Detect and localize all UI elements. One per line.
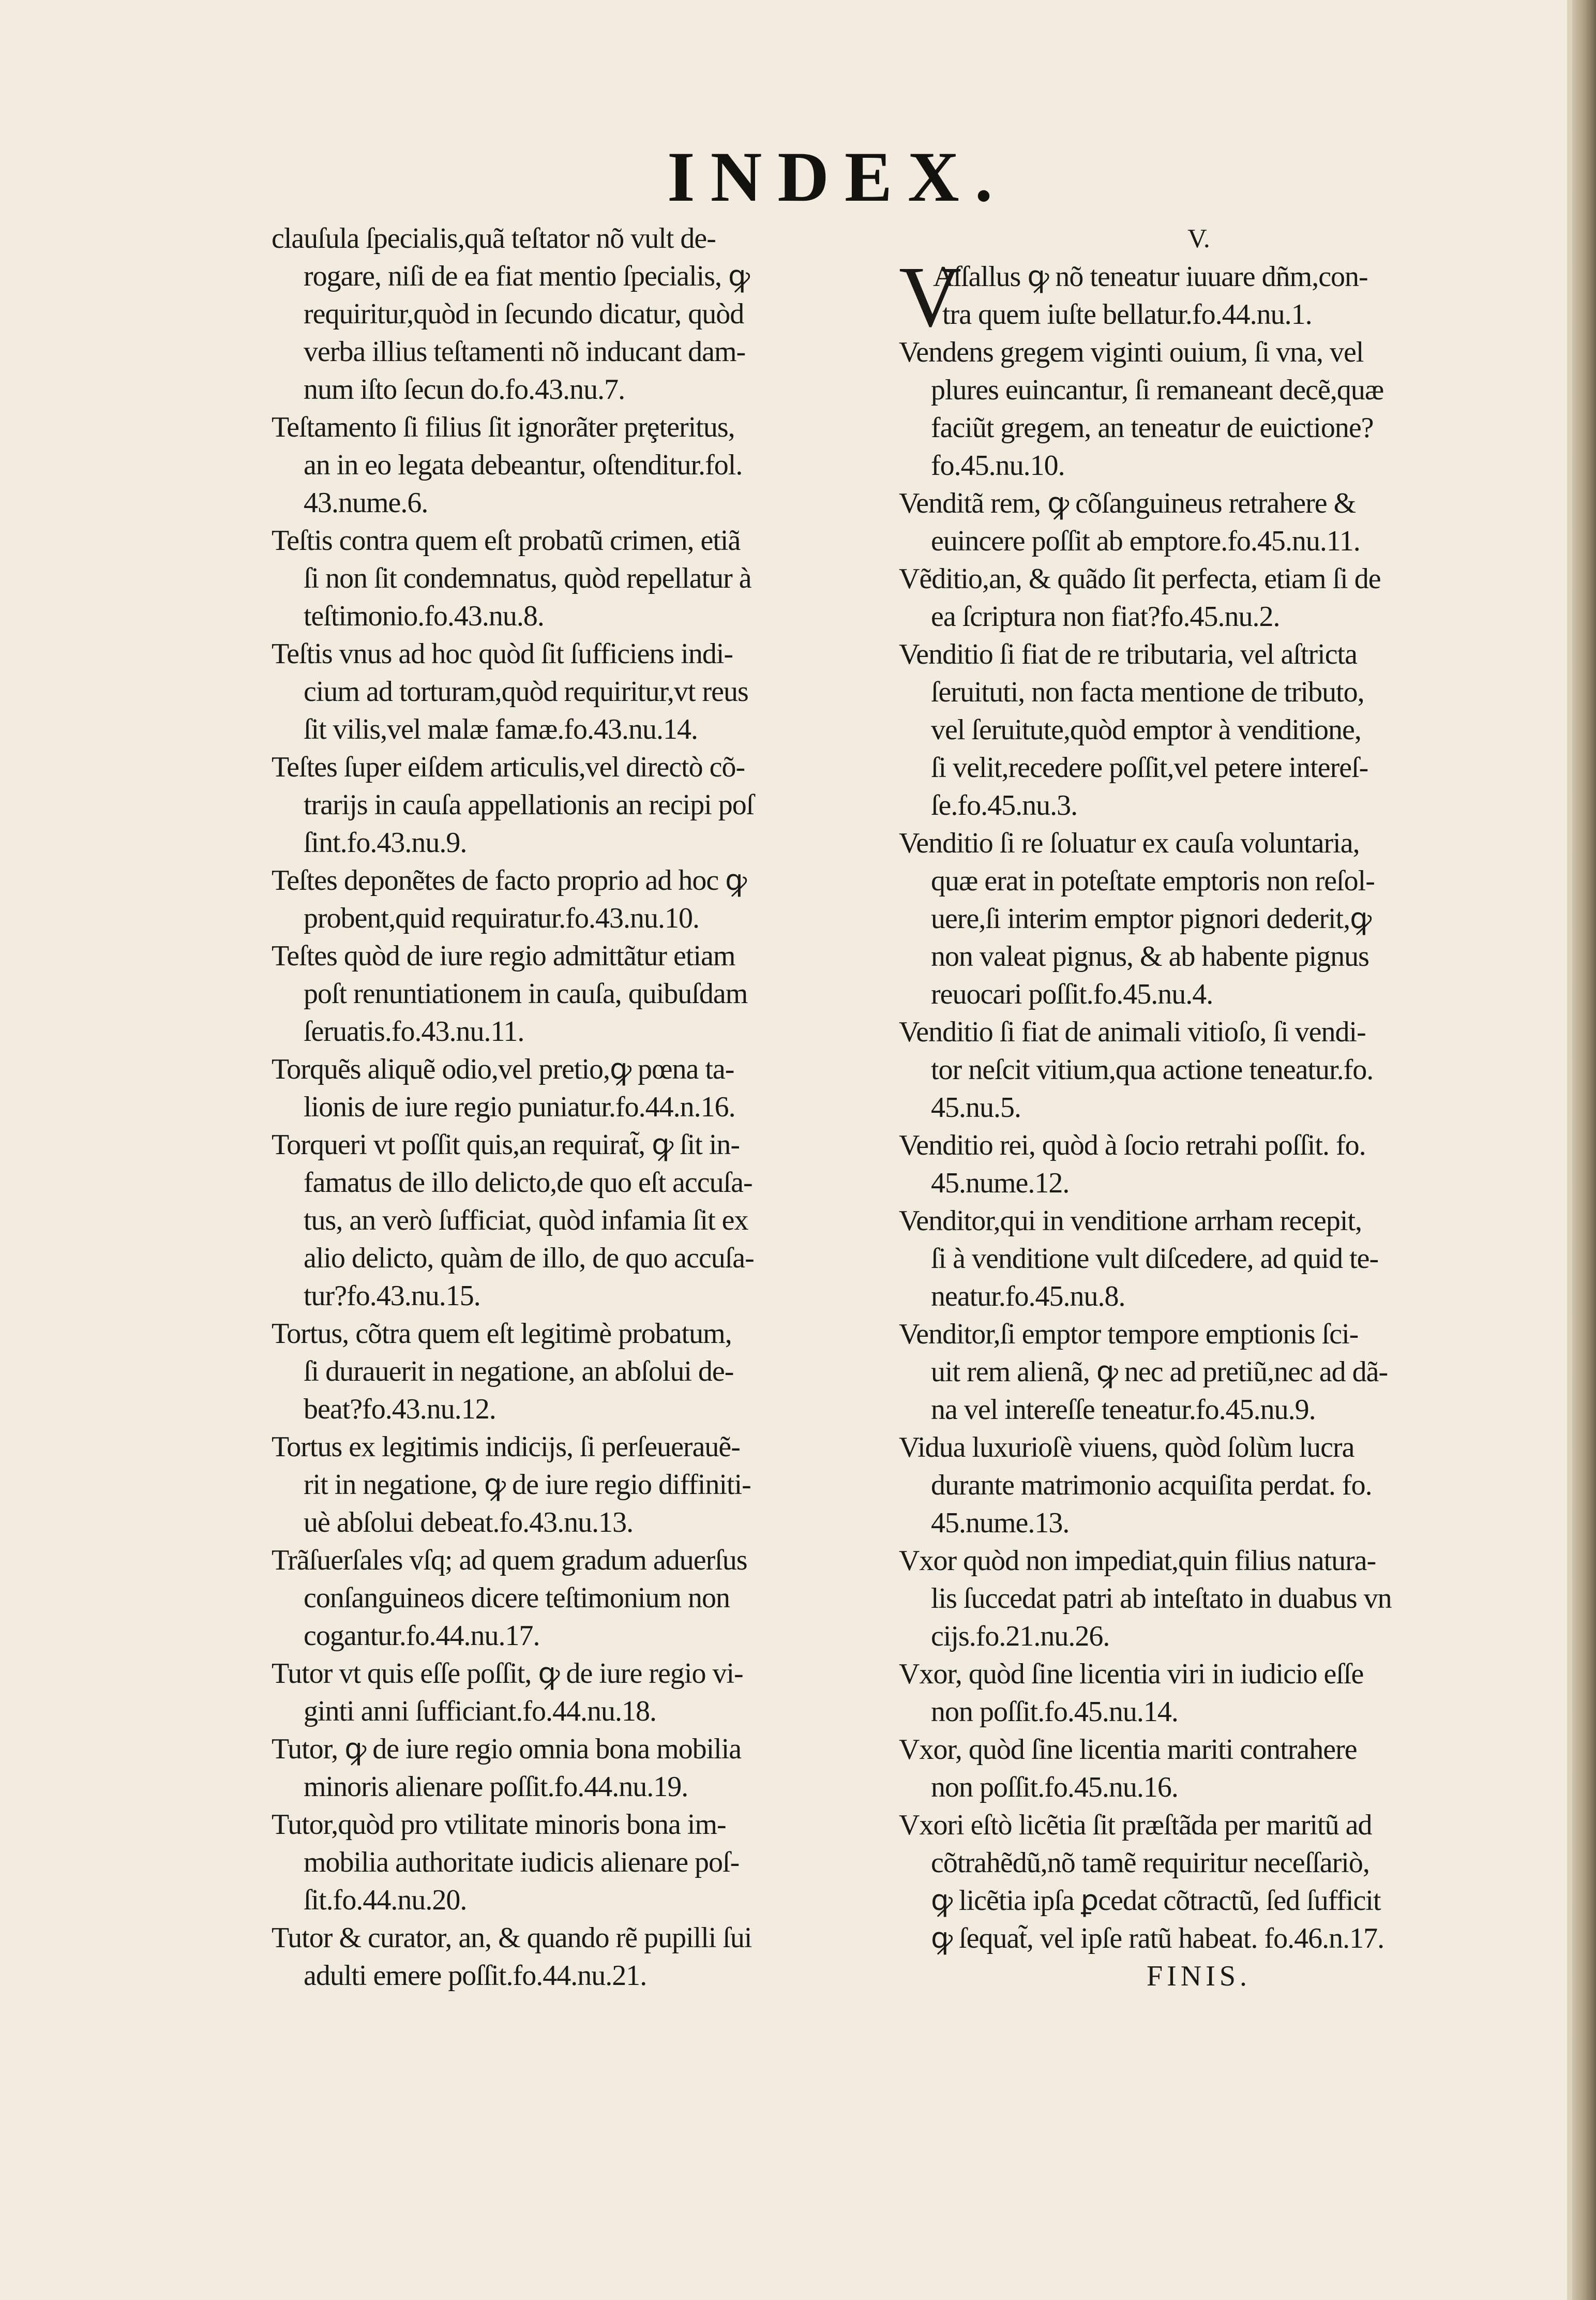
index-entry-line: Vxor, quòd ſine licentia mariti contrahere	[899, 1734, 1357, 1766]
index-entry-line: na vel intereſſe teneatur.fo.45.nu.9.	[931, 1394, 1316, 1426]
index-entry-line: Venditio ſi fiat de animali vitioſo, ſi vendi-	[899, 1016, 1366, 1048]
index-entry	[272, 1051, 861, 1126]
index-entry-line: alio delicto, quàm de illo, de quo accuſa-	[304, 1242, 754, 1274]
index-entry-line: poſt renuntiationem in cauſa, quibuſdam	[304, 978, 748, 1010]
index-entry-line: Venditio rei, quòd à ſocio retrahi poſſit. fo.	[899, 1129, 1366, 1161]
index-entry-line: Venditã rem, ꝙ cõſanguineus retrahere &	[899, 487, 1356, 519]
index-entry-line: Teſtis vnus ad hoc quòd ſit ſufficiens indi-	[272, 638, 733, 670]
page-edge	[1572, 0, 1596, 2300]
index-entry-line: quæ erat in poteſtate emptoris non reſol-	[931, 865, 1375, 897]
index-entry-line: cogantur.fo.44.nu.17.	[304, 1620, 540, 1652]
index-entry-line: Vẽditio,an, & quãdo ſit perfecta, etiam ſi de	[899, 563, 1381, 595]
right-index-column	[899, 220, 1499, 1995]
index-entry	[899, 560, 1499, 636]
index-entry-line: tus, an verò ſufficiat, quòd infamia ſit ex	[304, 1204, 748, 1236]
page-gutter-shadow	[1567, 0, 1572, 2300]
index-entry-line: non poſſit.fo.45.nu.16.	[931, 1771, 1178, 1803]
index-entry-line: reuocari poſſit.fo.45.nu.4.	[931, 978, 1213, 1010]
index-entry-line: trarijs in cauſa appellationis an recipi poſ	[304, 789, 754, 821]
index-entry-line: ſi velit,recedere poſſit,vel petere intereſ-	[931, 752, 1368, 784]
section-heading-v: V.	[1187, 224, 1210, 253]
index-entry-line: ginti anni ſufficiant.fo.44.nu.18.	[304, 1695, 656, 1727]
index-entry-line: num iſto ſecun do.fo.43.nu.7.	[304, 374, 625, 406]
index-entry-line: ſi à venditione vult diſcedere, ad quid te-	[931, 1243, 1379, 1275]
index-entry-line: non valeat pignus, & ab habente pignus	[931, 940, 1369, 973]
index-entry-line: Teſtes deponẽtes de facto proprio ad hoc ꝙ	[272, 864, 747, 897]
index-entry-line: Vxor quòd non impediat,quin filius natura-	[899, 1545, 1376, 1577]
index-entry-line: Teſtes ſuper eiſdem articulis,vel directò cõ-	[272, 751, 745, 783]
index-entry	[272, 1655, 861, 1730]
index-entry-line: adulti emere poſſit.fo.44.nu.21.	[304, 1960, 647, 1992]
index-entry-line: cõtrahẽdũ,nõ tamẽ requiritur neceſſariò,	[931, 1847, 1369, 1879]
index-entry-line: an in eo legata debeantur, oſtenditur.fol.	[304, 449, 743, 481]
index-entry	[899, 1806, 1499, 1958]
index-entry-line: Venditio ſi fiat de re tributaria, vel aſtricta	[899, 638, 1357, 670]
index-entry-line: clauſula ſpecialis,quã teſtator nõ vult de-	[272, 222, 716, 255]
index-entry-line: cijs.fo.21.nu.26.	[931, 1620, 1110, 1652]
index-entry	[899, 636, 1499, 825]
finis-mark: FINIS.	[1146, 1960, 1252, 1992]
index-entry-line: Aſſallus ꝙ nõ teneatur iuuare dñm,con-	[933, 261, 1368, 293]
index-entry-line: 45.nume.13.	[931, 1507, 1070, 1539]
drop-cap: V	[899, 249, 962, 345]
index-entry	[272, 409, 861, 522]
index-entry	[272, 635, 861, 749]
index-entry-line: faciũt gregem, an teneatur de euictione?	[931, 412, 1374, 444]
index-entry-line: Vidua luxurioſè viuens, quòd ſolùm lucra	[899, 1431, 1354, 1463]
index-entry-line: tur?fo.43.nu.15.	[304, 1280, 480, 1312]
right-entries	[899, 249, 1499, 1958]
index-entry-line: Torquẽs aliquẽ odio,vel pretio,ꝙ pœna ta-	[272, 1053, 734, 1085]
index-entry-line: lis ſuccedat patri ab inteſtato in duabus vn	[931, 1582, 1392, 1615]
index-entry-line: requiritur,quòd in ſecundo dicatur, quòd	[304, 298, 744, 330]
index-entry	[899, 1316, 1499, 1429]
index-entry-line: ꝙ licẽtia ipſa ꝑcedat cõtractũ, ſed ſufficit	[931, 1885, 1381, 1917]
index-entry-line: mobilia authoritate iudicis alienare poſ-	[304, 1846, 740, 1878]
index-entry	[899, 1013, 1499, 1127]
index-entry	[272, 862, 861, 937]
index-entry-line: Tutor,quòd pro vtilitate minoris bona im-	[272, 1809, 726, 1841]
index-entry	[272, 1806, 861, 1919]
index-entry-line: rit in negatione, ꝙ de iure regio diffiniti-	[304, 1469, 751, 1501]
index-entry-line: 43.nume.6.	[304, 487, 428, 519]
index-entry-line: uere,ſi interim emptor pignori dederit,ꝙ	[931, 903, 1372, 935]
index-entry	[899, 825, 1499, 1013]
index-entry-line: minoris alienare poſſit.fo.44.nu.19.	[304, 1771, 688, 1803]
index-entry-line: uè abſolui debeat.fo.43.nu.13.	[304, 1506, 634, 1539]
index-entry-line: ſit.fo.44.nu.20.	[304, 1884, 467, 1916]
index-entry	[272, 937, 861, 1051]
index-entry-line: fo.45.nu.10.	[931, 450, 1065, 482]
index-entry-line: Vendens gregem viginti ouium, ſi vna, vel	[899, 336, 1364, 368]
index-entry	[899, 485, 1499, 560]
index-entry	[899, 1429, 1499, 1542]
index-entry-line: Venditor,ſi emptor tempore emptionis ſci-	[899, 1318, 1359, 1350]
index-entry	[272, 749, 861, 862]
index-entry-line: ſeruatis.fo.43.nu.11.	[304, 1015, 524, 1048]
index-entry	[899, 334, 1499, 485]
index-entry-line: rogare, niſi de ea fiat mentio ſpecialis, ꝙ	[304, 260, 750, 292]
index-entry-line: 45.nume.12.	[931, 1167, 1070, 1199]
index-entry-line: tra quem iuſte bellatur.fo.44.nu.1.	[942, 298, 1312, 331]
index-entry-line: durante matrimonio acquiſita perdat. fo.	[931, 1469, 1372, 1501]
index-entry-line: ea ſcriptura non fiat?fo.45.nu.2.	[931, 601, 1280, 633]
index-entry	[899, 1655, 1499, 1731]
index-entry-line: Teſtes quòd de iure regio admittãtur etiam	[272, 940, 735, 972]
index-entry	[899, 1127, 1499, 1202]
index-entry-line: beat?fo.43.nu.12.	[304, 1393, 496, 1425]
index-entry	[272, 1315, 861, 1428]
index-entry-line: conſanguineos dicere teſtimonium non	[304, 1582, 730, 1614]
index-entry-line: Vxor, quòd ſine licentia viri in iudicio eſſe	[899, 1658, 1364, 1690]
index-entry-line: Tortus, cõtra quem eſt legitimè probatum,	[272, 1318, 732, 1350]
index-entry	[272, 1542, 861, 1655]
index-entry-line: Tutor & curator, an, & quando rẽ pupilli ſui	[272, 1922, 752, 1954]
index-entry-line: probent,quid requiratur.fo.43.nu.10.	[304, 902, 699, 934]
index-entry-line: teſtimonio.fo.43.nu.8.	[304, 600, 544, 632]
index-entry	[272, 1919, 861, 1995]
index-entry-line: cium ad torturam,quòd requiritur,vt reus	[304, 676, 748, 708]
index-entry-line: ſi durauerit in negatione, an abſolui de-	[304, 1355, 734, 1387]
index-entry-line: euincere poſſit ab emptore.fo.45.nu.11.	[931, 525, 1360, 557]
page-title: INDEX.	[667, 137, 1008, 216]
index-entry-line: Vxori eſtò licẽtia ſit præſtãda per maritũ ad	[899, 1809, 1372, 1841]
index-entry-line: non poſſit.fo.45.nu.14.	[931, 1696, 1178, 1728]
index-entry-line: Tutor, ꝙ de iure regio omnia bona mobilia	[272, 1733, 742, 1765]
index-entry	[272, 1730, 861, 1806]
index-entry-line: neatur.fo.45.nu.8.	[931, 1280, 1125, 1312]
index-entry-line: Tortus ex legitimis indicijs, ſi perſeuerauẽ-	[272, 1431, 740, 1463]
index-entry	[899, 249, 1499, 345]
index-entry-line: ſi non ſit condemnatus, quòd repellatur à	[304, 562, 751, 594]
index-entry-line: Venditio ſi re ſoluatur ex cauſa voluntaria,	[899, 827, 1360, 859]
index-entry-line: plures euincantur, ſi remaneant decẽ,quæ	[931, 374, 1384, 406]
index-entry	[899, 1202, 1499, 1316]
left-index-column	[272, 220, 861, 1995]
index-entry-line: 45.nu.5.	[931, 1092, 1021, 1124]
index-entry-line: ſit vilis,vel malæ famæ.fo.43.nu.14.	[304, 713, 698, 745]
index-entry-line: famatus de illo delicto,de quo eſt accuſa-	[304, 1167, 752, 1199]
index-entry-line: ſint.fo.43.nu.9.	[304, 827, 467, 859]
index-entry-line: Teſtis contra quem eſt probatũ crimen, etiã	[272, 525, 741, 557]
index-entry-line: ſeruituti, non facta mentione de tributo,	[931, 676, 1364, 708]
index-entry	[272, 220, 861, 409]
index-entry-line: Torqueri vt poſſit quis,an requirat̃, ꝙ ſit in-	[272, 1129, 740, 1161]
index-entry-line: verba illius teſtamenti nõ inducant dam-	[304, 336, 746, 368]
index-entry	[899, 1731, 1499, 1806]
index-entry-line: Trãſuerſales vſq; ad quem gradum aduerſus	[272, 1544, 747, 1576]
index-entry-line: Teſtamento ſi filius ſit ignorãter prȩteritus,	[272, 411, 735, 443]
index-entry-line: lionis de iure regio puniatur.fo.44.n.16.	[304, 1091, 735, 1123]
index-entry-line: Venditor,qui in venditione arrham recepit,	[899, 1205, 1362, 1237]
index-entry	[272, 522, 861, 635]
index-entry-line: Tutor vt quis eſſe poſſit, ꝙ de iure regio vi-	[272, 1657, 743, 1690]
index-entry-line: ꝙ ſequat̃, vel ipſe ratũ habeat. fo.46.n.17.	[931, 1922, 1384, 1954]
index-entry	[272, 1126, 861, 1315]
index-entry	[899, 1542, 1499, 1655]
index-entry-line: uit rem alienã, ꝙ nec ad pretiũ,nec ad dã-	[931, 1356, 1388, 1388]
index-entry-line: vel ſeruitute,quòd emptor à venditione,	[931, 714, 1361, 746]
index-entry	[272, 1428, 861, 1542]
index-entry-line: ſe.fo.45.nu.3.	[931, 789, 1078, 822]
index-entry-line: tor neſcit vitium,qua actione teneatur.fo.	[931, 1054, 1374, 1086]
